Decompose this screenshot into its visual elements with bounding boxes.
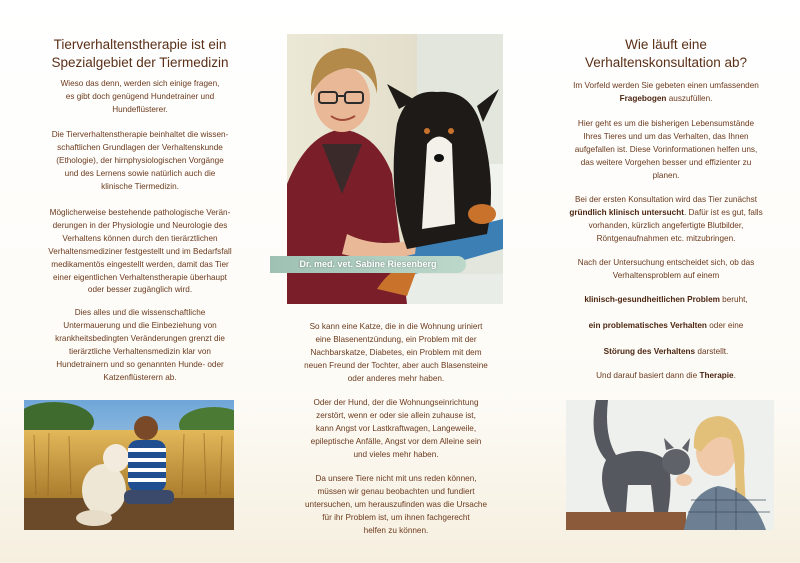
right-paragraph-4: Nach der Untersuchung entscheidet sich, ob das Verhaltensproblem auf einem — [577, 258, 755, 280]
woman-with-cat-illustration — [566, 400, 774, 530]
right-final-line: Und darauf basiert dann die Therapie. — [596, 371, 736, 380]
right-paragraph-2: Hier geht es um die bisherigen Lebensumstände Ihres Tieres und um das Verhalten, das Ihnen aufgefallen ist. Diese Vorinformationen helfen uns, das weitere Vorgehen besser und effizienter zu planen. — [574, 119, 758, 180]
right-heading-line2: Verhaltenskonsultation ab? — [584, 55, 748, 70]
middle-paragraph-1: So kann eine Katze, die in die Wohnung uriniert eine Blasenentzündung, ein Problem mit der Nachbarskatze, Diabetes, ein Problem mit dem neuen Freund der Tochter, aber auch Blasensteine oder anderes mehr haben. — [304, 322, 488, 383]
left-paragraph-4: Dies alles und die wissenschaftliche Untermauerung und die Einbeziehung von krankheitsbedingten Veränderungen grenzt die tierärztliche Verhaltensmedizin klar von Hundetrainern und so genannten Hunde- oder Katzenflüsterern ab. — [55, 308, 225, 382]
right-heading-line1: Wie läuft eine — [625, 37, 707, 52]
child-with-dog-photo — [24, 400, 234, 530]
left-paragraph-2: Die Tierverhaltenstherapie beinhaltet die wissen- schaftlichen Grundlagen der Verhaltenskunde (Ethologie), der hirnphysiologischen Vorgänge und des Lernens sowie natürlich auch die klinische Tiermedizin. — [51, 130, 229, 191]
right-paragraph-3: Bei der ersten Konsultation wird das Tier zunächst gründlich klinisch untersucht. Dafür ist es gut, falls vorhanden, kürzlich angefertigte Blutbilder, Röntgenaufnahmen etc. mitzubringen. — [569, 195, 763, 243]
right-item-disorder: Störung des Verhaltens darstellt. — [603, 347, 729, 356]
vet-name-caption: Dr. med. vet. Sabine Riesenberg — [270, 256, 466, 273]
right-paragraph-1: Im Vorfeld werden Sie gebeten einen umfassenden Fragebogen auszufüllen. — [573, 81, 759, 103]
middle-paragraph-3: Da unsere Tiere nicht mit uns reden können, müssen wir genau beobachten und fundiert untersuchen, um herauszufinden was die Ursache für ihr Problem ist, um ihnen fachgerecht helfen zu können. — [304, 474, 488, 535]
left-heading-line2: Spezialgebiet der Tiermedizin — [51, 55, 229, 70]
left-paragraph-1: Wieso das denn, werden sich einige fragen, es gibt doch genügend Hundetrainer und Hundeflüsterer. — [60, 79, 220, 114]
right-heading — [548, 36, 784, 72]
left-paragraph-3: Möglicherweise bestehende pathologische Verän- derungen in der Physiologie und Neurologie des Verhaltens können durch den tierärztlichen Verhaltensmediziner festgestellt und im Bedarfsfall medikamentös eingestellt werden, damit das Tier einer eigentlichen Verhaltenstherapie überhaupt oder besser zugänglich wird. — [48, 208, 232, 295]
left-heading-line1: Tierverhaltenstherapie ist ein — [53, 37, 227, 52]
right-item-clinical: klinisch-gesundheitlichen Problem beruht, — [584, 295, 748, 304]
right-item-behavior: ein problematisches Verhalten oder eine — [588, 321, 744, 330]
middle-paragraph-2: Oder der Hund, der die Wohnungseinrichtung zerstört, wenn er oder sie allein zuhause ist, kann Angst vor Lastkraftwagen, Langeweile, epileptische Anfälle, Angst vor dem Alleine sein und vieles mehr haben. — [310, 398, 482, 459]
left-heading — [20, 36, 260, 72]
child-with-dog-illustration — [24, 400, 234, 530]
woman-with-cat-photo — [566, 400, 774, 530]
